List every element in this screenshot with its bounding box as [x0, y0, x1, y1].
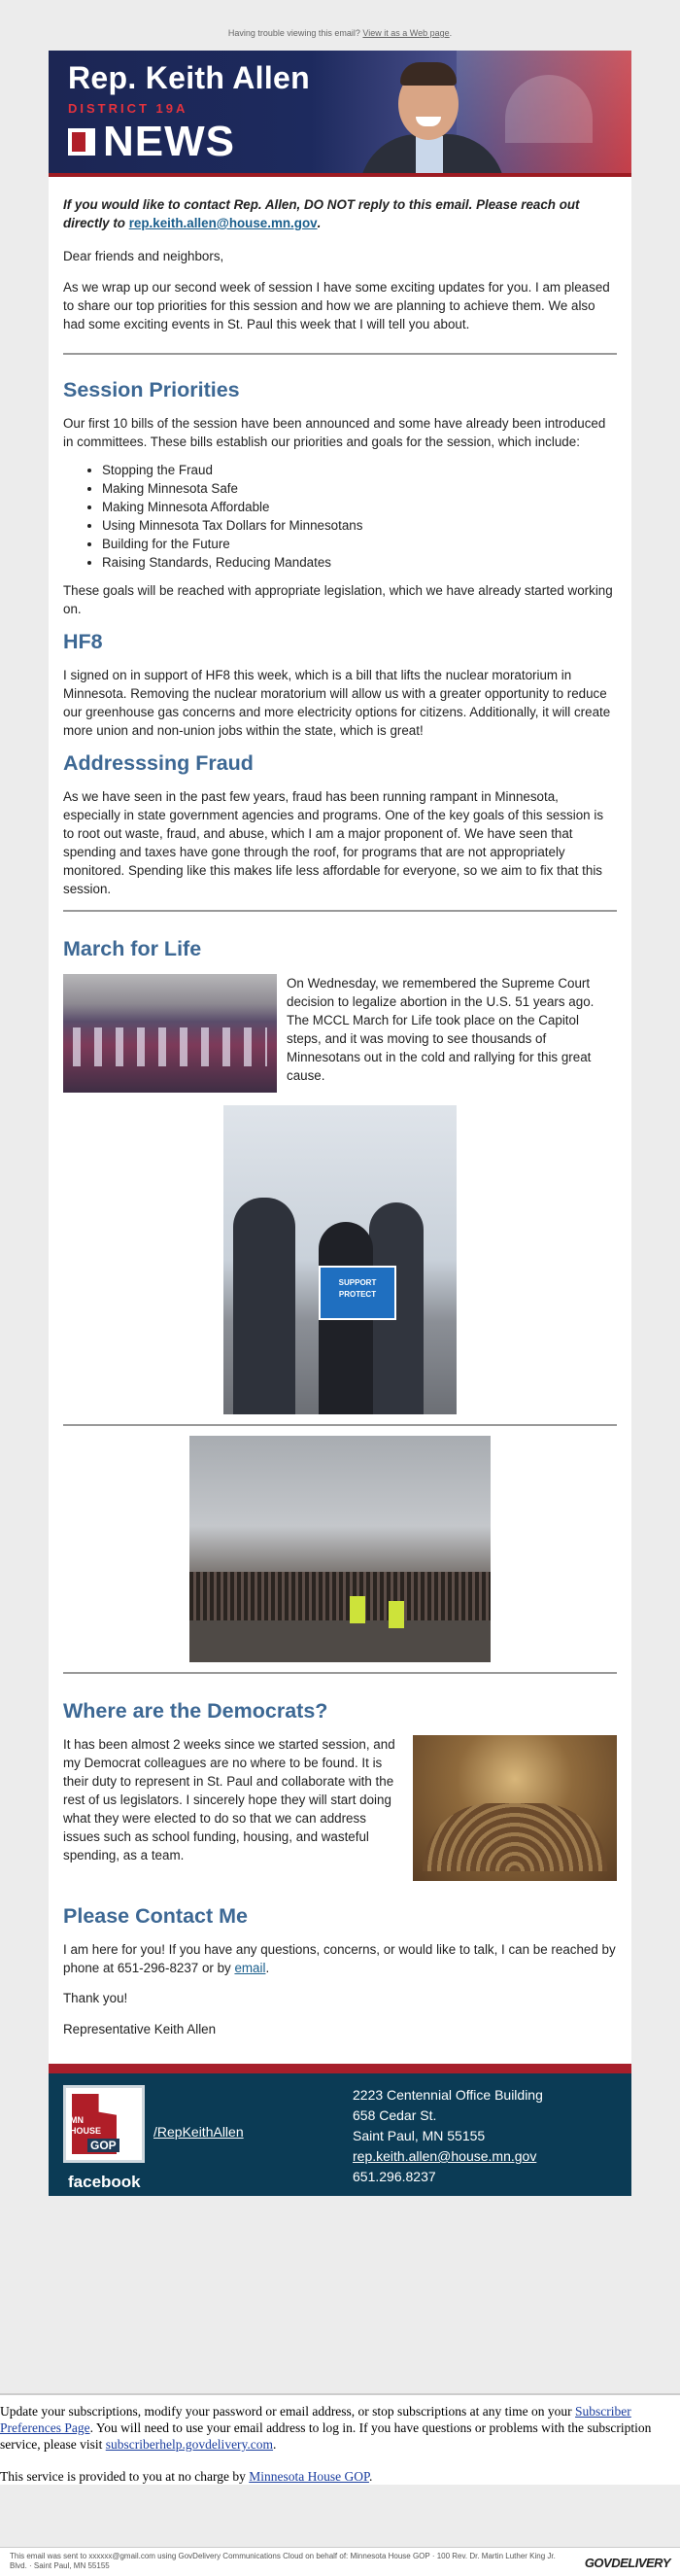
email-content — [49, 177, 631, 2038]
email-body — [49, 51, 631, 2196]
mn-house-logo-icon — [68, 128, 95, 156]
chamber-desks — [423, 1803, 607, 1871]
list-item: • Using Minnesota Tax Dollars for Minnesotans — [102, 516, 617, 535]
facebook-wordmark[interactable]: facebook — [68, 2173, 141, 2191]
section-divider — [63, 1424, 617, 1426]
march-crowd-photo — [63, 974, 277, 1093]
portrait-hair — [400, 62, 457, 86]
list-item: • Making Minnesota Affordable — [102, 498, 617, 516]
web-page-link[interactable]: View it as a Web page — [362, 28, 450, 38]
subscriber-preferences-link[interactable]: Subscriber Preferences Page — [0, 2404, 631, 2435]
hf8-heading: HF8 — [63, 630, 103, 653]
portrait-shirt — [416, 136, 443, 177]
contact-heading: Please Contact Me — [63, 1904, 248, 1928]
list-item: • Making Minnesota Safe — [102, 479, 617, 498]
address-line: 2223 Centennial Office Building — [353, 2087, 543, 2103]
fraud-text: As we have seen in the past few years, fraud has been running rampant in Minnesota, especially in state government agencies and programs. One of the key goals of this session is to root out waste, fraud, and abuse, which I am a major proponent of. We have seen that spending and taxes have gone through the roof, for programs that are not appropriately monitored. Spending like this makes life less affordable for everyone, so we aim to fix that this session. — [63, 789, 604, 896]
safety-vest — [389, 1601, 404, 1628]
facebook-handle-link[interactable]: /RepKeithAllen — [153, 2124, 244, 2140]
service-provider-pre: This service is provided to you at no charge by — [0, 2469, 250, 2484]
top-note-text: Having trouble viewing this email? — [227, 28, 363, 38]
democrats-heading: Where are the Democrats? — [63, 1699, 328, 1723]
banner-news-row — [68, 118, 235, 165]
signature: Representative Keith Allen — [63, 2022, 217, 2036]
newsletter-footer — [49, 2064, 631, 2196]
protest-sign — [319, 1266, 396, 1320]
newsletter-banner — [49, 51, 631, 177]
footer-email-link[interactable]: rep.keith.allen@house.mn.gov — [353, 2148, 537, 2164]
democrats-row — [63, 1735, 617, 1881]
service-provider-text — [0, 2468, 680, 2485]
logo-gop: GOP — [87, 2139, 119, 2152]
session-priorities-heading: Session Priorities — [63, 378, 240, 401]
section-divider — [63, 910, 617, 912]
section-divider — [63, 353, 617, 355]
banner-district: DISTRICT 19A — [68, 101, 188, 116]
office-address — [353, 2085, 543, 2187]
fraud-heading: Addresssing Fraud — [63, 751, 254, 775]
banner-title: Rep. Keith Allen — [68, 60, 310, 95]
safety-vest — [350, 1596, 365, 1623]
subscriber-help-link[interactable]: subscriberhelp.govdelivery.com — [105, 2437, 274, 2452]
mn-house-gop-logo[interactable] — [63, 2085, 145, 2163]
subscription-text — [0, 2395, 680, 2453]
govdelivery-logo[interactable]: GOVDELIVERY — [584, 2556, 670, 2570]
contact-text-body: I am here for you! If you have any questions, concerns, or would like to talk, I can be reached by phone at 651-296-8237 or by — [63, 1942, 616, 1975]
footer-phone: 651.296.8237 — [353, 2169, 436, 2184]
session-priorities-text: Our first 10 bills of the session have been announced and some have already been introduced in committees. These bills establish our priorities and goals for the session, which include: — [63, 416, 606, 449]
list-item: • Raising Standards, Reducing Mandates — [102, 553, 617, 572]
logo-label — [70, 2115, 101, 2137]
session-priorities-after: These goals will be reached with appropriate legislation, which we have already started working on. — [63, 583, 613, 616]
capitol-dome — [505, 75, 593, 143]
banner-news: NEWS — [103, 118, 235, 165]
priorities-list — [63, 461, 617, 572]
logo-house-text: HOUSE — [70, 2126, 102, 2136]
top-note — [0, 0, 680, 51]
address-line: Saint Paul, MN 55155 — [353, 2128, 486, 2143]
address-line: 658 Cedar St. — [353, 2107, 437, 2123]
opening-paragraph: As we wrap up our second week of session I have some exciting updates for you. I am pleased to share our top priorities for this session and how we are planning to achieve them. We also had some exciting events in St. Paul this week that I will tell you about. — [63, 280, 610, 331]
thanks-text: Thank you! — [63, 1991, 128, 2005]
service-provider-end: . — [368, 2469, 373, 2484]
person-left — [233, 1198, 295, 1414]
capitol-rally-photo — [189, 1436, 491, 1662]
intro-email-link[interactable]: rep.keith.allen@house.mn.gov — [128, 216, 318, 230]
legal-footer — [0, 2547, 680, 2576]
contact-email-link[interactable]: email — [234, 1961, 266, 1975]
legal-text: This email was sent to xxxxxx@gmail.com using GovDelivery Communications Cloud on behalf of: Minnesota House GOP · 100 Rev. Dr. Martin Luther King Jr. Blvd. · Saint Paul, MN 55155 — [10, 2552, 556, 2570]
hf8-text: I signed on in support of HF8 this week, which is a bill that lifts the nuclear moratorium in Minnesota. Removing the nuclear moratorium will allow us with a greater opportunity to reduce our greenhouse gas concerns and more electricity options for citizens. Additionally, it will create more union and non-union jobs within the state, which is great! — [63, 668, 611, 738]
contact-notice-text: If you would like to contact Rep. Allen, DO NOT reply to this email. Please reach out directly to — [63, 197, 580, 230]
crowd-signs — [73, 1027, 267, 1066]
contact-notice-period: . — [317, 216, 322, 230]
subscription-text-pre: Update your subscriptions, modify your password or email address, or stop subscriptions at any time on your — [0, 2404, 576, 2419]
march-group-photo — [223, 1105, 457, 1414]
march-text: On Wednesday, we remembered the Supreme Court decision to legalize abortion in the U.S. 51 years ago. The MCCL March for Life took place on the Capitol steps, and it was moving to see thousands of Minnesotans out in the cold and rallying for this great cause. — [287, 976, 595, 1083]
contact-text — [63, 1940, 617, 1977]
minnesota-house-gop-link[interactable]: Minnesota House GOP — [249, 2469, 369, 2484]
subscription-notice — [0, 2393, 680, 2485]
contact-text-period: . — [265, 1961, 270, 1975]
rally-foreground — [189, 1620, 491, 1662]
representative-portrait — [359, 51, 505, 177]
section-divider — [63, 1672, 617, 1674]
salutation: Dear friends and neighbors, — [63, 249, 224, 263]
contact-notice — [63, 177, 617, 232]
top-note-suffix: . — [449, 28, 453, 38]
march-row — [63, 974, 617, 1093]
protest-sign-text: SUPPORT PROTECT — [338, 1278, 377, 1299]
subscription-text-mid: . You will need to use your email address to log in. If you have questions or problems with the subscription service, please visit — [0, 2420, 652, 2452]
subscription-text-end: . — [273, 2437, 277, 2452]
house-chamber-photo — [413, 1735, 617, 1881]
march-heading: March for Life — [63, 937, 202, 960]
logo-mn-text: MN — [70, 2115, 84, 2125]
list-item: • Building for the Future — [102, 535, 617, 553]
democrats-text: It has been almost 2 weeks since we started session, and my Democrat colleagues are no where to be found. It is their duty to represent in St. Paul and collaborate with the rest of us legislators. I sincerely hope they will start doing what they were elected to do so that we can address issues such as school funding, housing, and wasteful spending, as a team. — [63, 1737, 395, 1862]
list-item: • Stopping the Fraud — [102, 461, 617, 479]
